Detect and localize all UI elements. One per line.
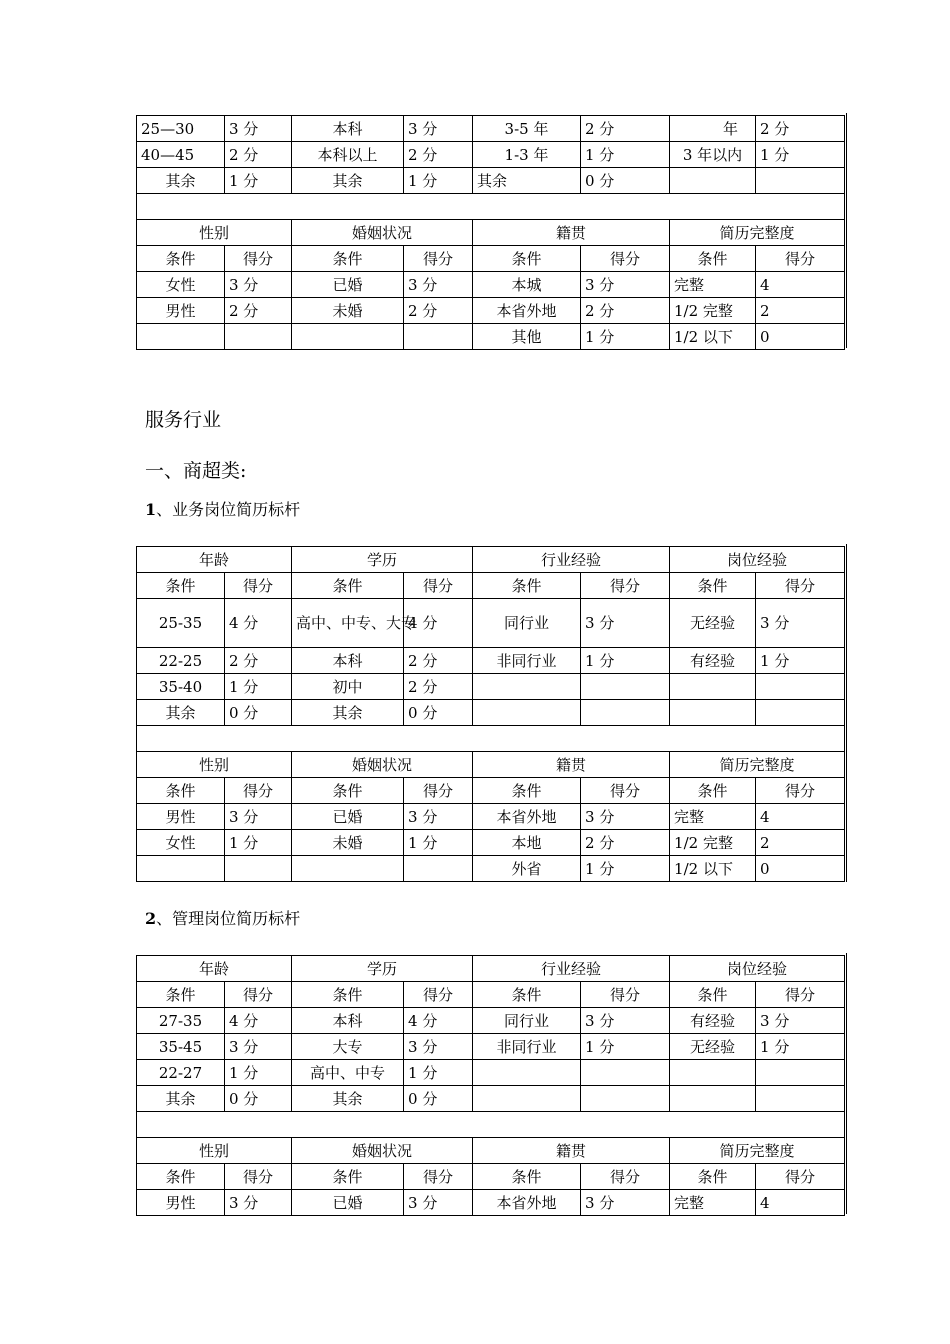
cell (670, 700, 756, 726)
subheader-cell: 条件 (292, 982, 404, 1008)
table-row (137, 1086, 845, 1112)
cell: 35-45 (137, 1034, 225, 1060)
table-row (137, 856, 845, 882)
header-cell: 婚姻状况 (292, 220, 473, 246)
cell: 本省外地 (473, 298, 581, 324)
cell: 1 分 (581, 1034, 670, 1060)
cell: 3 分 (404, 272, 473, 298)
cell (404, 324, 473, 350)
cell: 2 分 (404, 648, 473, 674)
header-row (137, 1138, 845, 1164)
cell: 4 (756, 1190, 845, 1216)
cell: 2 分 (404, 674, 473, 700)
cell (581, 1086, 670, 1112)
subheader-cell: 得分 (225, 246, 292, 272)
cell (225, 856, 292, 882)
cell: 同行业 (473, 1008, 581, 1034)
cell: 未婚 (292, 298, 404, 324)
cell: 1/2 完整 (670, 830, 756, 856)
cell: 无经验 (670, 599, 756, 648)
header-cell: 籍贯 (473, 752, 670, 778)
table-2 (136, 955, 845, 1216)
subheader-row (137, 778, 845, 804)
business-post-table (136, 546, 845, 882)
table-row (137, 1034, 845, 1060)
subheader-cell: 得分 (404, 982, 473, 1008)
cell: 1 分 (404, 168, 473, 194)
header-cell: 行业经验 (473, 547, 670, 573)
cell: 其余 (137, 168, 225, 194)
subheader-row (137, 573, 845, 599)
subheader-cell: 条件 (670, 573, 756, 599)
subheader-cell: 条件 (473, 1164, 581, 1190)
cell: 2 分 (225, 142, 292, 168)
cell: 1 分 (581, 142, 670, 168)
cell: 1 分 (581, 856, 670, 882)
subheader-cell: 得分 (756, 246, 845, 272)
cell: 3 年以内 (670, 142, 756, 168)
cell: 3 分 (225, 116, 292, 142)
header-cell: 岗位经验 (670, 547, 845, 573)
cell: 未婚 (292, 830, 404, 856)
header-cell: 行业经验 (473, 956, 670, 982)
cell: 25—30 (137, 116, 225, 142)
subheader-cell: 条件 (670, 778, 756, 804)
subheader-row (137, 1164, 845, 1190)
cell (581, 674, 670, 700)
right-border-line (846, 953, 847, 1214)
spacer-row (137, 1112, 845, 1138)
cell (581, 1060, 670, 1086)
table-row (137, 272, 845, 298)
cell: 有经验 (670, 648, 756, 674)
subheader-cell: 条件 (292, 778, 404, 804)
header-row (137, 220, 845, 246)
cell: 3 分 (756, 599, 845, 648)
cell: 已婚 (292, 804, 404, 830)
cell (404, 856, 473, 882)
cell: 无经验 (670, 1034, 756, 1060)
subheader-cell: 条件 (473, 982, 581, 1008)
cell (292, 324, 404, 350)
cell: 高中、中专 (292, 1060, 404, 1086)
header-row (137, 752, 845, 778)
cell: 1/2 以下 (670, 324, 756, 350)
cell: 3 分 (404, 1034, 473, 1060)
subheader-cell: 得分 (581, 778, 670, 804)
cell: 1 分 (225, 674, 292, 700)
table2-number: 2 (145, 909, 157, 928)
cell: 1-3 年 (473, 142, 581, 168)
header-cell: 籍贯 (473, 220, 670, 246)
cell: 0 分 (404, 700, 473, 726)
cell: 0 分 (581, 168, 670, 194)
cell: 本省外地 (473, 804, 581, 830)
cell: 本省外地 (473, 1190, 581, 1216)
cell: 完整 (670, 804, 756, 830)
cell (756, 700, 845, 726)
table-row (137, 116, 845, 142)
header-cell: 性别 (137, 220, 292, 246)
header-cell: 学历 (292, 956, 473, 982)
cell: 0 (756, 856, 845, 882)
cell: 2 分 (225, 298, 292, 324)
cell: 1 分 (404, 830, 473, 856)
header-cell: 婚姻状况 (292, 1138, 473, 1164)
cell: 3 分 (581, 804, 670, 830)
subheader-row (137, 246, 845, 272)
cell (225, 324, 292, 350)
cell: 同行业 (473, 599, 581, 648)
cell: 2 (756, 298, 845, 324)
subheader-cell: 得分 (581, 246, 670, 272)
table-row (137, 1060, 845, 1086)
cell: 25-35 (137, 599, 225, 648)
table-row (137, 804, 845, 830)
header-cell: 性别 (137, 752, 292, 778)
cell: 2 分 (404, 142, 473, 168)
cell: 3 分 (404, 116, 473, 142)
table-row (137, 298, 845, 324)
table-row (137, 700, 845, 726)
header-cell: 籍贯 (473, 1138, 670, 1164)
score-table-continued (136, 115, 845, 350)
cell: 本城 (473, 272, 581, 298)
subheader-cell: 得分 (581, 1164, 670, 1190)
table-row (137, 1008, 845, 1034)
cell (670, 168, 756, 194)
cell: 女性 (137, 272, 225, 298)
cell: 1/2 以下 (670, 856, 756, 882)
cell: 男性 (137, 804, 225, 830)
cell: 1 分 (225, 830, 292, 856)
cell: 有经验 (670, 1008, 756, 1034)
cell: 本科 (292, 116, 404, 142)
cell: 外省 (473, 856, 581, 882)
subheader-cell: 条件 (473, 778, 581, 804)
header-cell: 年龄 (137, 956, 292, 982)
table-row (137, 142, 845, 168)
section-title: 服务行业 (145, 409, 222, 431)
header-row (137, 547, 845, 573)
subheader-cell: 条件 (292, 573, 404, 599)
cell: 大专 (292, 1034, 404, 1060)
right-border-line (846, 113, 847, 348)
subheader-cell: 条件 (473, 246, 581, 272)
cell: 年 (670, 116, 756, 142)
cell: 1 分 (581, 648, 670, 674)
subheader-cell: 得分 (756, 982, 845, 1008)
subheader-cell: 条件 (292, 1164, 404, 1190)
table-row (137, 324, 845, 350)
table1-number: 1 (145, 500, 157, 519)
cell: 其余 (473, 168, 581, 194)
cell: 本地 (473, 830, 581, 856)
cell (473, 1086, 581, 1112)
subheader-cell: 得分 (581, 982, 670, 1008)
cell: 4 分 (225, 1008, 292, 1034)
cell: 2 分 (581, 830, 670, 856)
cell: 4 分 (404, 1008, 473, 1034)
cell: 初中 (292, 674, 404, 700)
cell (473, 674, 581, 700)
header-cell: 性别 (137, 1138, 292, 1164)
subheader-cell: 条件 (670, 246, 756, 272)
subheader-cell: 得分 (225, 778, 292, 804)
table1-title-text: 、业务岗位简历标杆 (156, 500, 301, 519)
cell: 1 分 (756, 648, 845, 674)
header-row (137, 956, 845, 982)
subheader-cell: 得分 (404, 1164, 473, 1190)
cell: 3 分 (404, 804, 473, 830)
cell (670, 1060, 756, 1086)
cell (670, 674, 756, 700)
header-cell: 学历 (292, 547, 473, 573)
cell (756, 168, 845, 194)
cell: 4 分 (404, 599, 473, 648)
cell: 3 分 (404, 1190, 473, 1216)
header-cell: 简历完整度 (670, 1138, 845, 1164)
cell: 3-5 年 (473, 116, 581, 142)
cell: 27-35 (137, 1008, 225, 1034)
subheader-cell: 得分 (225, 982, 292, 1008)
cell: 其余 (292, 700, 404, 726)
cell: 其他 (473, 324, 581, 350)
header-cell: 婚姻状况 (292, 752, 473, 778)
subheader-cell: 条件 (670, 982, 756, 1008)
table2-title (145, 906, 300, 929)
cell: 非同行业 (473, 648, 581, 674)
cell: 0 分 (225, 1086, 292, 1112)
cell: 0 (756, 324, 845, 350)
cell: 女性 (137, 830, 225, 856)
cell: 3 分 (225, 804, 292, 830)
cell: 高中、中专、大专 (292, 599, 404, 648)
cell: 0 分 (404, 1086, 473, 1112)
cell (473, 700, 581, 726)
management-post-table (136, 955, 845, 1216)
table-row (137, 830, 845, 856)
cell: 2 分 (581, 116, 670, 142)
subheader-cell: 条件 (137, 778, 225, 804)
header-cell: 年龄 (137, 547, 292, 573)
subheader-cell: 得分 (404, 573, 473, 599)
table-row (137, 648, 845, 674)
cell (581, 700, 670, 726)
cell: 男性 (137, 1190, 225, 1216)
cell: 3 分 (756, 1008, 845, 1034)
cell: 3 分 (581, 272, 670, 298)
header-cell: 岗位经验 (670, 956, 845, 982)
cell: 其余 (292, 1086, 404, 1112)
subheader-cell: 条件 (137, 1164, 225, 1190)
right-border-line (846, 544, 847, 882)
subheader-cell: 得分 (225, 1164, 292, 1190)
cell: 1 分 (756, 142, 845, 168)
cell: 本科 (292, 1008, 404, 1034)
cell: 完整 (670, 1190, 756, 1216)
cell: 3 分 (581, 1008, 670, 1034)
cell: 1 分 (225, 168, 292, 194)
cell: 3 分 (225, 1190, 292, 1216)
cell: 1 分 (581, 324, 670, 350)
cell: 3 分 (581, 599, 670, 648)
table-row (137, 168, 845, 194)
cell: 2 分 (225, 648, 292, 674)
spacer-row (137, 726, 845, 752)
cell: 完整 (670, 272, 756, 298)
cell: 已婚 (292, 1190, 404, 1216)
header-cell: 简历完整度 (670, 220, 845, 246)
cell: 2 分 (756, 116, 845, 142)
cell: 35-40 (137, 674, 225, 700)
subheader-row (137, 982, 845, 1008)
cell: 其余 (137, 1086, 225, 1112)
cell: 男性 (137, 298, 225, 324)
cell: 22-25 (137, 648, 225, 674)
subheader-cell: 得分 (404, 778, 473, 804)
cell (670, 1086, 756, 1112)
header-cell: 简历完整度 (670, 752, 845, 778)
table-row (137, 599, 845, 648)
subheader-cell: 条件 (292, 246, 404, 272)
cell: 本科 (292, 648, 404, 674)
subheader-cell: 得分 (225, 573, 292, 599)
cell: 1 分 (404, 1060, 473, 1086)
cell: 3 分 (225, 272, 292, 298)
table-top (136, 115, 845, 350)
table-row (137, 674, 845, 700)
cell (292, 856, 404, 882)
cell (473, 1060, 581, 1086)
cell (756, 1086, 845, 1112)
subheader-cell: 得分 (756, 1164, 845, 1190)
cell: 1/2 完整 (670, 298, 756, 324)
table-row (137, 1190, 845, 1216)
cell (756, 1060, 845, 1086)
table1-title (145, 497, 300, 520)
subheader-cell: 条件 (137, 573, 225, 599)
subheader-cell: 条件 (473, 573, 581, 599)
cell: 2 分 (404, 298, 473, 324)
cell: 4 (756, 272, 845, 298)
subheader-cell: 得分 (756, 573, 845, 599)
subheader-cell: 得分 (404, 246, 473, 272)
cell: 40—45 (137, 142, 225, 168)
subheader-cell: 条件 (137, 246, 225, 272)
cell: 已婚 (292, 272, 404, 298)
cell: 3 分 (225, 1034, 292, 1060)
subheader-cell: 得分 (581, 573, 670, 599)
cell (137, 324, 225, 350)
cell: 1 分 (225, 1060, 292, 1086)
cell: 其余 (292, 168, 404, 194)
cell: 2 分 (581, 298, 670, 324)
subsection-title: 一、商超类: (145, 460, 247, 482)
cell: 其余 (137, 700, 225, 726)
subheader-cell: 条件 (137, 982, 225, 1008)
cell (137, 856, 225, 882)
cell: 1 分 (756, 1034, 845, 1060)
subheader-cell: 得分 (756, 778, 845, 804)
cell: 2 (756, 830, 845, 856)
cell: 4 分 (225, 599, 292, 648)
table-1 (136, 546, 845, 882)
cell: 本科以上 (292, 142, 404, 168)
table2-title-text: 、管理岗位简历标杆 (156, 909, 301, 928)
cell: 3 分 (581, 1190, 670, 1216)
cell: 0 分 (225, 700, 292, 726)
cell (756, 674, 845, 700)
cell: 非同行业 (473, 1034, 581, 1060)
subheader-cell: 条件 (670, 1164, 756, 1190)
spacer-row (137, 194, 845, 220)
cell: 4 (756, 804, 845, 830)
cell: 22-27 (137, 1060, 225, 1086)
